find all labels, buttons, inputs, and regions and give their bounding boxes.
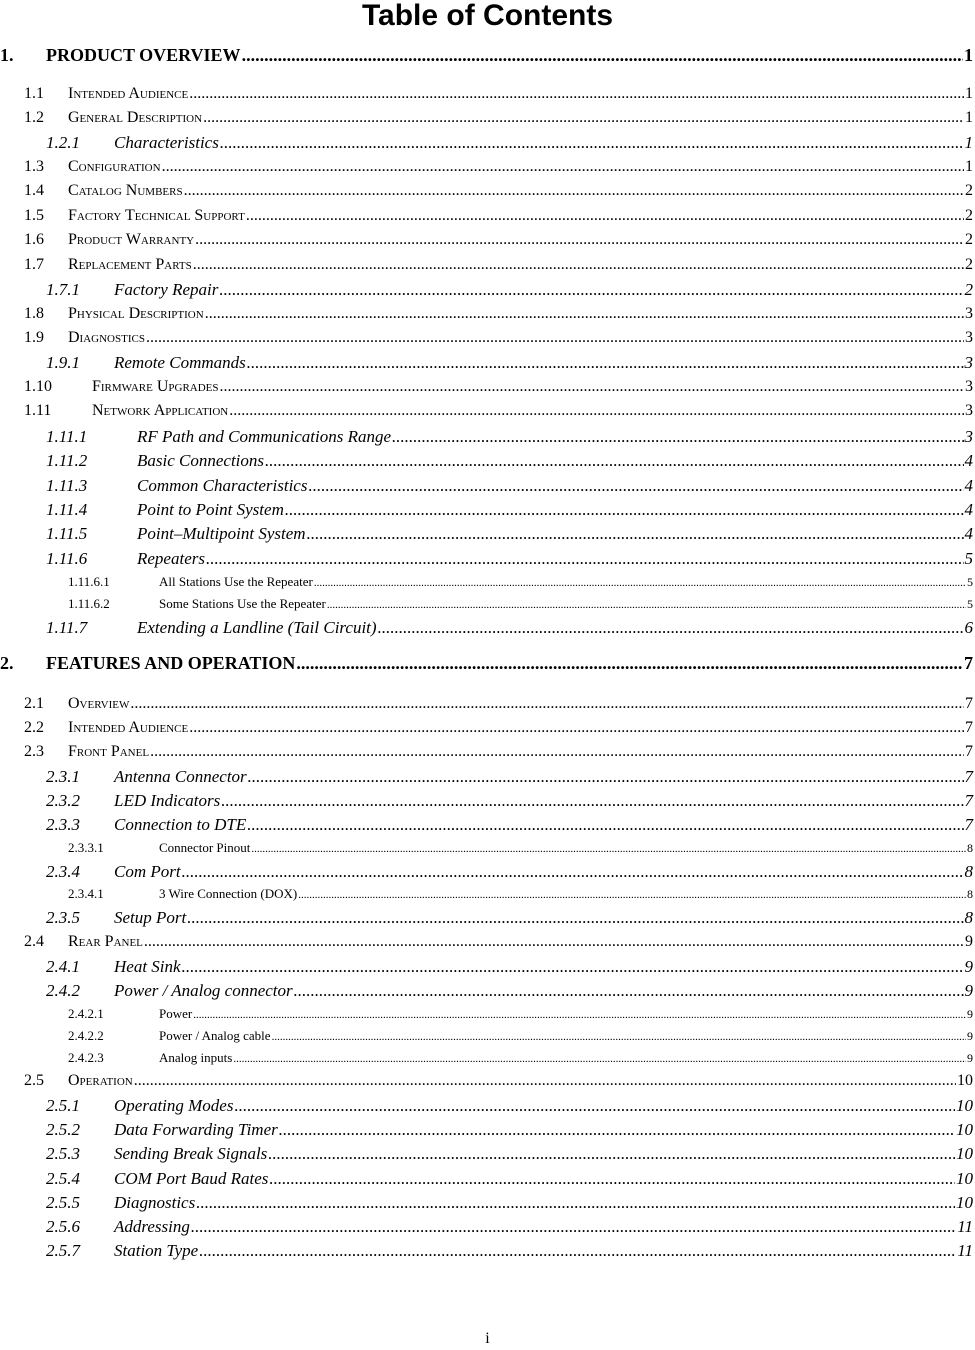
toc-entry-title: Overview (68, 695, 130, 712)
toc-entry-number: 1.1 (24, 85, 44, 102)
toc-entry[interactable] (24, 158, 973, 176)
toc-entry-number: 2.5.5 (46, 1193, 80, 1212)
toc-entry-page: 8 (967, 841, 973, 855)
dot-leader (378, 618, 964, 638)
toc-entry[interactable] (46, 133, 973, 153)
toc-entry-number: 1.11 (24, 402, 52, 419)
toc-entry-title: 3 Wire Connection (DOX) (159, 886, 298, 901)
toc-entry-page: 3 (965, 402, 973, 419)
toc-entry[interactable] (24, 109, 973, 127)
toc-entry[interactable] (24, 207, 973, 225)
toc-entry-page: 7 (965, 743, 973, 760)
dot-leader (191, 1217, 956, 1237)
toc-entry-page: 2 (965, 231, 973, 248)
toc-entry-title: All Stations Use the Repeater (159, 574, 313, 589)
toc-entry[interactable] (46, 476, 973, 496)
dot-leader (182, 957, 964, 977)
toc-entry-number: 1.6 (24, 231, 44, 248)
toc-entry-title: Basic Connections (137, 451, 265, 470)
dot-leader (294, 981, 964, 1001)
page-number: i (485, 1330, 490, 1347)
toc-entry[interactable] (24, 402, 973, 420)
toc-entry-number: 2.2 (24, 719, 44, 736)
dot-leader (308, 476, 963, 496)
toc-entry-title: Repeaters (137, 549, 205, 568)
toc-entry-page: 9 (967, 1029, 973, 1043)
toc-entry-title: Firmware Upgrades (92, 378, 219, 395)
toc-entry-number: 2.5.1 (46, 1096, 80, 1115)
toc-entry-number: 2.5 (24, 1072, 44, 1089)
toc-entry-number: 2.3 (24, 743, 44, 760)
toc-entry-title: General Description (68, 109, 203, 126)
page-title: Table of Contents (361, 0, 614, 32)
dot-leader (233, 1053, 966, 1065)
toc-entry[interactable] (46, 1144, 973, 1164)
toc-entry-page: 7 (965, 695, 973, 712)
toc-entry[interactable] (24, 329, 973, 347)
toc-entry-title: Remote Commands (114, 353, 246, 372)
toc-entry-number: 2.4.1 (46, 957, 80, 976)
toc-entry[interactable] (46, 1241, 973, 1261)
toc-entry-number: 1.11.7 (46, 618, 88, 637)
toc-entry-number: 1.2.1 (46, 133, 80, 152)
toc-entry-title: Front Panel (68, 743, 150, 760)
dot-leader (220, 133, 964, 153)
dot-leader (182, 862, 964, 882)
dot-leader (150, 743, 964, 761)
toc-entry-title: Replacement Parts (68, 256, 192, 273)
dot-leader (269, 1169, 955, 1189)
toc-entry-title: Factory Technical Support (68, 207, 245, 224)
toc-entry[interactable] (68, 596, 973, 612)
toc-entry-page: 1 (964, 45, 973, 65)
dot-leader (248, 767, 964, 787)
toc-entry-number: 2.3.5 (46, 908, 80, 927)
toc-entry[interactable] (68, 886, 973, 902)
toc-entry-number: 2.3.4.1 (68, 886, 104, 901)
toc-entry-title: Common Characteristics (137, 476, 308, 495)
dot-leader (205, 305, 964, 323)
dot-leader (134, 1072, 956, 1090)
toc-entry-title: Addressing (114, 1217, 190, 1236)
toc-entry-number: 1.3 (24, 158, 44, 175)
toc-entry[interactable] (46, 280, 973, 300)
toc-entry-title: Network Application (92, 402, 229, 419)
dot-leader (268, 1144, 955, 1164)
toc-entry[interactable] (46, 500, 973, 520)
toc-entry-number: 1.11.6 (46, 549, 88, 568)
dot-leader (314, 577, 966, 589)
toc-entry-page: 4 (964, 500, 973, 519)
toc-entry-title: Power / Analog cable (159, 1028, 271, 1043)
toc-entry-title: FEATURES AND OPERATION (46, 653, 296, 673)
toc-entry-number: 2.3.4 (46, 862, 80, 881)
toc-entry-title: Intended Audience (68, 85, 189, 102)
dot-leader (246, 207, 964, 225)
toc-entry[interactable] (24, 305, 973, 323)
toc-entry-page: 10 (956, 1120, 973, 1139)
toc-entry-number: 2.3.2 (46, 791, 80, 810)
toc-entry-number: 1.7 (24, 256, 44, 273)
toc-entry[interactable] (68, 1028, 973, 1044)
toc-entry[interactable] (24, 231, 973, 249)
toc-entry-number: 1.11.1 (46, 427, 88, 446)
dot-leader (392, 427, 963, 447)
toc-entry-number: 2.5.7 (46, 1241, 80, 1260)
toc-entry-page: 11 (957, 1217, 973, 1236)
dot-leader (229, 402, 964, 420)
toc-entry-page: 9 (967, 1007, 973, 1021)
dot-leader (195, 231, 964, 249)
dot-leader (162, 158, 964, 176)
dot-leader (144, 933, 964, 951)
dot-leader (247, 815, 963, 835)
toc-entry[interactable] (46, 957, 973, 977)
toc-entry-title: LED Indicators (114, 791, 221, 810)
toc-entry[interactable] (24, 256, 973, 274)
toc-entry-number: 1.4 (24, 182, 44, 199)
toc-entry[interactable] (68, 1050, 973, 1066)
toc-entry-title: Connector Pinout (159, 840, 251, 855)
dot-leader (234, 1096, 955, 1116)
toc-entry-title: Data Forwarding Timer (114, 1120, 278, 1139)
toc-entry-title: Point to Point System (137, 500, 284, 519)
dot-leader (146, 329, 964, 347)
dot-leader (251, 843, 966, 855)
toc-entry-title: Heat Sink (114, 957, 181, 976)
toc-entry[interactable] (46, 1169, 973, 1189)
dot-leader (272, 1031, 966, 1043)
toc-entry[interactable] (46, 1120, 973, 1140)
toc-entry-number: 2.4.2.2 (68, 1028, 104, 1043)
toc-entry-page: 4 (964, 476, 973, 495)
toc-entry-number: 1.5 (24, 207, 44, 224)
toc-entry[interactable] (24, 933, 973, 951)
toc-entry-title: Operation (68, 1072, 133, 1089)
toc-entry[interactable] (24, 378, 973, 396)
toc-entry-number: 2.1 (24, 695, 44, 712)
toc-entry-title: Station Type (114, 1241, 199, 1260)
toc-entry-number: 2.5.6 (46, 1217, 80, 1236)
dot-leader (242, 45, 963, 66)
dot-leader (220, 378, 964, 396)
toc-entry[interactable] (46, 1096, 973, 1116)
dot-leader (196, 1193, 955, 1213)
toc-entry[interactable] (68, 574, 973, 590)
toc-entry-number: 1.9.1 (46, 353, 80, 372)
toc-entry-page: 10 (956, 1169, 973, 1188)
toc-entry-number: 1.11.3 (46, 476, 88, 495)
toc-entry[interactable] (46, 908, 973, 928)
toc-entry-page: 2 (965, 256, 973, 273)
dot-leader (219, 280, 963, 300)
dot-leader (189, 719, 964, 737)
toc-entry[interactable] (24, 1072, 973, 1090)
dot-leader (298, 889, 966, 901)
toc-entry-page: 3 (965, 329, 973, 346)
toc-entry[interactable] (46, 549, 973, 569)
toc-entry[interactable] (46, 427, 973, 447)
toc-entry-title: Diagnostics (114, 1193, 196, 1212)
toc-entry-number: 1.11.4 (46, 500, 88, 519)
toc-entry-number: 2. (0, 653, 14, 673)
dot-leader (279, 1120, 955, 1140)
toc-entry-number: 1. (0, 45, 14, 65)
toc-entry-page: 8 (964, 862, 973, 881)
toc-entry-page: 5 (967, 575, 973, 589)
toc-entry-number: 1.8 (24, 305, 44, 322)
toc-entry-number: 1.11.2 (46, 451, 88, 470)
toc-entry-page: 9 (965, 933, 973, 950)
dot-leader (193, 1009, 966, 1021)
toc-entry-page: 7 (965, 719, 973, 736)
toc-entry-page: 9 (964, 981, 973, 1000)
toc-entry-title: Diagnostics (68, 329, 145, 346)
toc-entry[interactable] (46, 791, 973, 811)
toc-entry-page: 7 (964, 653, 973, 673)
toc-entry-number: 1.10 (24, 378, 52, 395)
toc-entry[interactable] (46, 862, 973, 882)
toc-entry-page: 9 (967, 1051, 973, 1065)
toc-entry-number: 2.5.4 (46, 1169, 80, 1188)
toc-entry-page: 11 (957, 1241, 973, 1260)
toc-entry-number: 1.11.6.2 (68, 596, 110, 611)
toc-entry[interactable] (68, 840, 973, 856)
toc-entry-page: 10 (957, 1072, 973, 1089)
toc-entry-page: 1 (965, 158, 973, 175)
toc-entry-title: Catalog Numbers (68, 182, 183, 199)
toc-entry-number: 1.11.6.1 (68, 574, 110, 589)
toc-entry[interactable] (24, 85, 973, 103)
dot-leader (296, 653, 963, 674)
toc-entry[interactable] (46, 767, 973, 787)
toc-entry-number: 1.11.5 (46, 524, 88, 543)
dot-leader (221, 791, 963, 811)
toc-entry-title: Power (159, 1006, 193, 1021)
toc-entry-number: 1.9 (24, 329, 44, 346)
toc-entry[interactable] (68, 1006, 973, 1022)
toc-entry-page: 5 (967, 597, 973, 611)
toc-entry-page: 3 (965, 378, 973, 395)
toc-entry-page: 8 (964, 908, 973, 927)
toc-entry-page: 3 (965, 305, 973, 322)
dot-leader (265, 451, 963, 471)
toc-entry[interactable] (0, 653, 973, 674)
toc-entry-page: 1 (965, 85, 973, 102)
toc-entry-title: Sending Break Signals (114, 1144, 268, 1163)
toc-entry-page: 2 (965, 182, 973, 199)
toc-entry-title: Com Port (114, 862, 181, 881)
toc-entry-title: Antenna Connector (114, 767, 247, 786)
toc-entry-page: 4 (964, 451, 973, 470)
dot-leader (247, 353, 964, 373)
dot-leader (187, 908, 963, 928)
toc-entry-number: 2.4.2.1 (68, 1006, 104, 1021)
dot-leader (307, 524, 964, 544)
toc-entry-page: 8 (967, 887, 973, 901)
toc-entry-title: Analog inputs (159, 1050, 233, 1065)
toc-entry-title: Operating Modes (114, 1096, 234, 1115)
toc-entry-title: Connection to DTE (114, 815, 247, 834)
toc-entry[interactable] (46, 524, 973, 544)
toc-entry[interactable] (24, 695, 973, 713)
dot-leader (285, 500, 964, 520)
toc-entry-number: 2.3.1 (46, 767, 80, 786)
toc-entry-title: Point–Multipoint System (137, 524, 306, 543)
toc-entry-number: 2.3.3.1 (68, 840, 104, 855)
toc-entry-number: 2.4.2.3 (68, 1050, 104, 1065)
toc-entry-title: Some Stations Use the Repeater (159, 596, 326, 611)
toc-entry-title: Characteristics (114, 133, 219, 152)
dot-leader (199, 1241, 956, 1261)
toc-entry-title: Extending a Landline (Tail Circuit) (137, 618, 377, 637)
toc-entry-title: Rear Panel (68, 933, 143, 950)
toc-entry-page: 1 (965, 109, 973, 126)
toc-entry-page: 7 (964, 767, 973, 786)
toc-entry-number: 1.2 (24, 109, 44, 126)
toc-entry-number: 2.5.2 (46, 1120, 80, 1139)
toc-entry[interactable] (46, 353, 973, 373)
toc-entry-page: 7 (964, 815, 973, 834)
toc-entry-page: 3 (964, 353, 973, 372)
toc-entry-number: 1.7.1 (46, 280, 80, 299)
toc-entry-page: 3 (964, 427, 973, 446)
toc-entry-page: 10 (956, 1144, 973, 1163)
toc-entry-title: Power / Analog connector (114, 981, 293, 1000)
toc-entry[interactable] (46, 1217, 973, 1237)
toc-entry-number: 2.4 (24, 933, 44, 950)
toc-entry-page: 10 (956, 1096, 973, 1115)
toc-entry-number: 2.5.3 (46, 1144, 80, 1163)
toc-entry-title: Setup Port (114, 908, 187, 927)
toc-entry-page: 1 (964, 133, 973, 152)
toc-entry-number: 2.3.3 (46, 815, 80, 834)
toc-entry[interactable] (24, 743, 973, 761)
toc-entry[interactable] (46, 618, 973, 638)
dot-leader (189, 85, 964, 103)
toc-entry[interactable] (46, 981, 973, 1001)
dot-leader (206, 549, 964, 569)
toc-entry-title: RF Path and Communications Range (137, 427, 392, 446)
toc-entry[interactable] (46, 815, 973, 835)
toc-entry-page: 7 (964, 791, 973, 810)
toc-entry[interactable] (24, 182, 973, 200)
toc-entry[interactable] (0, 45, 973, 66)
dot-leader (193, 256, 964, 274)
toc-entry-page: 10 (956, 1193, 973, 1212)
toc-entry[interactable] (46, 1193, 973, 1213)
toc-entry-page: 4 (964, 524, 973, 543)
toc-entry-page: 6 (964, 618, 973, 637)
toc-entry-number: 2.4.2 (46, 981, 80, 1000)
toc-entry-title: PRODUCT OVERVIEW (46, 45, 241, 65)
dot-leader (327, 599, 966, 611)
toc-entry-page: 2 (964, 280, 973, 299)
toc-entry-page: 9 (964, 957, 973, 976)
toc-entry-title: Factory Repair (114, 280, 219, 299)
dot-leader (203, 109, 964, 127)
toc-entry-title: Product Warranty (68, 231, 195, 248)
toc-entry-title: Intended Audience (68, 719, 189, 736)
toc-entry-title: COM Port Baud Rates (114, 1169, 269, 1188)
toc-entry-title: Physical Description (68, 305, 204, 322)
toc-entry-page: 2 (965, 207, 973, 224)
toc-entry-title: Configuration (68, 158, 161, 175)
toc-entry-page: 5 (964, 549, 973, 568)
dot-leader (184, 182, 964, 200)
toc-entry[interactable] (46, 451, 973, 471)
dot-leader (130, 695, 964, 713)
toc-entry[interactable] (24, 719, 973, 737)
